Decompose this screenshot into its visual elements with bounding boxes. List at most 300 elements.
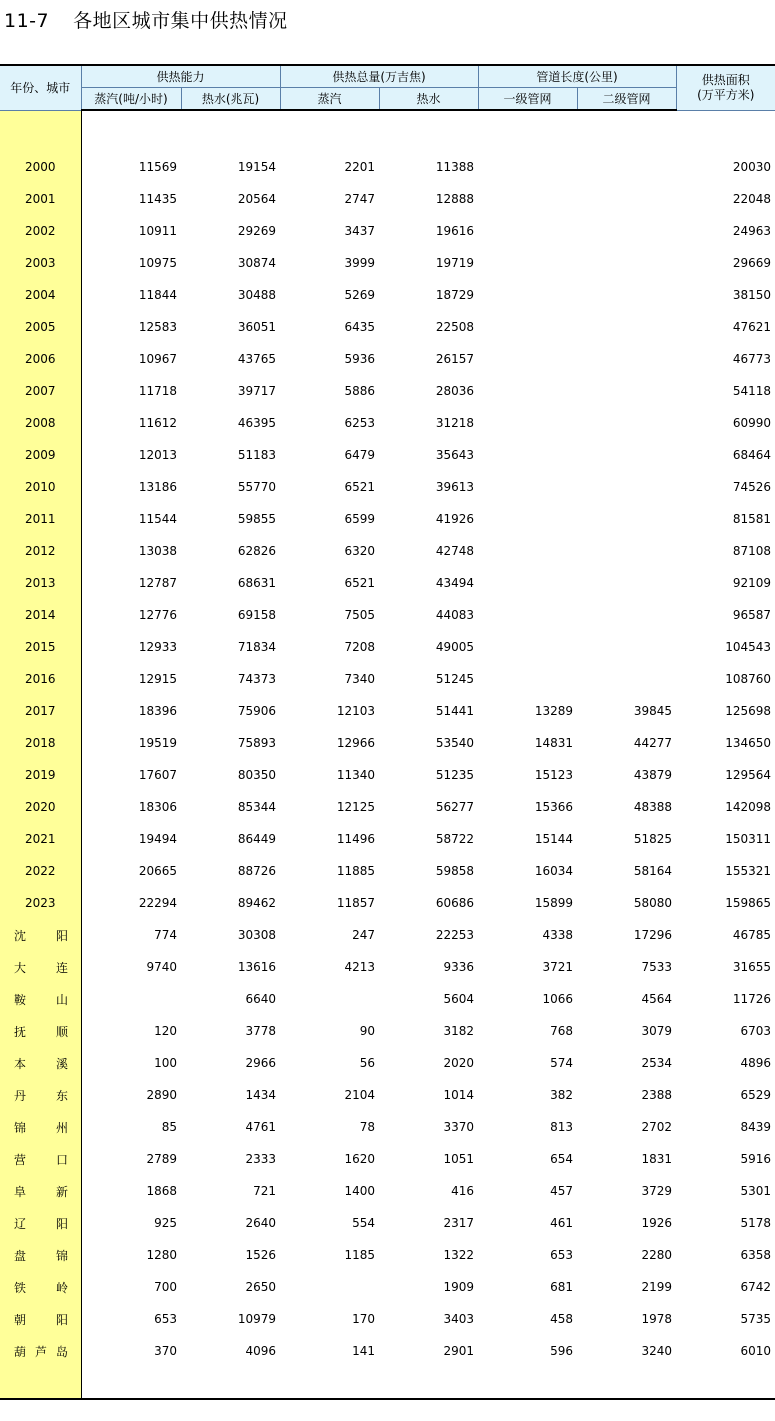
table-cell: 11885 xyxy=(336,864,376,878)
table-cell: 416 xyxy=(451,1184,475,1198)
table-cell: 19154 xyxy=(237,160,277,174)
table-cell: 51245 xyxy=(435,672,475,686)
table-cell: 654 xyxy=(550,1152,574,1166)
table-cell: 81581 xyxy=(732,512,772,526)
table-cell: 4213 xyxy=(344,960,376,974)
table-cell: 6703 xyxy=(740,1024,772,1038)
table-cell: 17607 xyxy=(138,768,177,782)
year-row xyxy=(0,311,775,343)
table-cell: 11388 xyxy=(435,160,475,174)
table-cell: 2747 xyxy=(344,192,376,206)
year-row xyxy=(0,631,775,663)
table-number: 11-7 xyxy=(4,10,50,32)
table-cell: 1526 xyxy=(245,1248,277,1262)
table-cell xyxy=(577,247,676,279)
year-label: 2020 xyxy=(24,800,56,814)
table-cell: 19519 xyxy=(138,736,177,750)
table-cell: 75906 xyxy=(237,704,277,718)
table-cell xyxy=(577,535,676,567)
city-row xyxy=(0,983,775,1015)
year-label: 2007 xyxy=(24,384,56,398)
year-row xyxy=(0,727,775,759)
table-cell: 11496 xyxy=(336,832,376,846)
table-cell: 87108 xyxy=(732,544,772,558)
city-row xyxy=(0,1207,775,1239)
table-cell: 5936 xyxy=(344,352,376,366)
table-cell: 4761 xyxy=(245,1120,277,1134)
table-cell: 6479 xyxy=(344,448,376,462)
table-cell: 3370 xyxy=(443,1120,475,1134)
table-cell: 7533 xyxy=(641,960,673,974)
table-cell: 10967 xyxy=(138,352,177,366)
table-cell: 1620 xyxy=(344,1152,376,1166)
table-cell: 53540 xyxy=(435,736,475,750)
table-cell: 22294 xyxy=(138,896,177,910)
table-cell: 700 xyxy=(154,1280,177,1294)
year-row xyxy=(0,471,775,503)
year-label: 2016 xyxy=(24,672,56,686)
table-cell: 9740 xyxy=(146,960,177,974)
table-body xyxy=(0,110,775,1399)
table-cell: 36051 xyxy=(237,320,277,334)
table-cell: 90 xyxy=(359,1024,376,1038)
table-cell: 13038 xyxy=(138,544,177,558)
area-header-line1: 供热面积 xyxy=(701,72,750,87)
year-label: 2018 xyxy=(24,736,56,750)
year-label: 2003 xyxy=(24,256,56,270)
table-cell: 1051 xyxy=(443,1152,475,1166)
table-cell: 11857 xyxy=(336,896,376,910)
table-cell: 12915 xyxy=(138,672,177,686)
table-cell xyxy=(478,215,577,247)
table-cell: 6529 xyxy=(740,1088,772,1102)
year-row xyxy=(0,791,775,823)
table-cell: 774 xyxy=(154,928,177,942)
table-cell: 1400 xyxy=(344,1184,376,1198)
table-cell: 17296 xyxy=(633,928,673,942)
table-cell xyxy=(81,983,181,1015)
year-label: 2022 xyxy=(24,864,56,878)
table-cell: 31218 xyxy=(435,416,475,430)
table-cell xyxy=(478,183,577,215)
spacer-row xyxy=(0,110,775,151)
year-row xyxy=(0,215,775,247)
table-cell xyxy=(478,567,577,599)
city-row xyxy=(0,1143,775,1175)
table-cell: 58080 xyxy=(633,896,673,910)
table-cell: 129564 xyxy=(725,768,772,782)
table-cell: 120 xyxy=(154,1024,177,1038)
table-cell: 461 xyxy=(550,1216,574,1230)
table-cell xyxy=(478,503,577,535)
table-cell: 68631 xyxy=(237,576,277,590)
table-cell: 20030 xyxy=(732,160,772,174)
table-cell: 5916 xyxy=(740,1152,772,1166)
area-header-line2: (万平方米) xyxy=(697,87,755,102)
row-label-header: 年份、城市 xyxy=(0,65,81,110)
year-label: 2008 xyxy=(24,416,56,430)
table-cell: 14831 xyxy=(534,736,574,750)
table-cell: 9336 xyxy=(443,960,475,974)
table-cell: 43879 xyxy=(633,768,673,782)
table-cell: 4096 xyxy=(245,1344,277,1358)
table-cell xyxy=(577,279,676,311)
table-cell: 12583 xyxy=(138,320,177,334)
table-cell: 6599 xyxy=(344,512,376,526)
table-cell: 6742 xyxy=(740,1280,772,1294)
city-label: 辽阳 xyxy=(14,1216,68,1231)
table-cell: 1909 xyxy=(443,1280,475,1294)
table-cell: 3729 xyxy=(641,1184,673,1198)
table-cell: 4896 xyxy=(740,1056,772,1070)
table-cell: 12787 xyxy=(138,576,177,590)
year-row xyxy=(0,567,775,599)
table-cell: 2104 xyxy=(344,1088,376,1102)
table-cell: 3182 xyxy=(443,1024,475,1038)
table-cell: 2317 xyxy=(443,1216,475,1230)
table-cell xyxy=(478,375,577,407)
table-cell: 22253 xyxy=(435,928,475,942)
city-row xyxy=(0,1175,775,1207)
table-cell: 30308 xyxy=(237,928,277,942)
city-row xyxy=(0,1239,775,1271)
city-row xyxy=(0,951,775,983)
group-header-capacity: 供热能力 xyxy=(81,65,280,88)
table-cell xyxy=(478,247,577,279)
table-cell: 46395 xyxy=(237,416,277,430)
end-row xyxy=(0,1367,775,1399)
table-cell: 15899 xyxy=(534,896,574,910)
table-cell: 39845 xyxy=(633,704,673,718)
table-cell: 19719 xyxy=(435,256,475,270)
table-cell: 2650 xyxy=(245,1280,277,1294)
table-cell: 10979 xyxy=(237,1312,277,1326)
table-cell: 11569 xyxy=(138,160,177,174)
table-cell: 3403 xyxy=(443,1312,475,1326)
year-label: 2009 xyxy=(24,448,56,462)
table-cell xyxy=(577,503,676,535)
table-cell xyxy=(577,375,676,407)
table-cell: 16034 xyxy=(534,864,574,878)
table-cell: 159865 xyxy=(725,896,772,910)
table-cell: 1322 xyxy=(443,1248,475,1262)
table-cell: 11844 xyxy=(138,288,177,302)
table-cell: 6521 xyxy=(344,480,376,494)
table-cell: 4338 xyxy=(542,928,574,942)
table-cell xyxy=(478,599,577,631)
table-cell: 58164 xyxy=(633,864,673,878)
city-label: 铁岭 xyxy=(14,1280,68,1295)
table-cell: 2640 xyxy=(245,1216,277,1230)
table-cell: 247 xyxy=(352,928,376,942)
city-label: 丹东 xyxy=(14,1088,68,1103)
year-label: 2012 xyxy=(24,544,56,558)
city-label: 抚顺 xyxy=(14,1024,68,1039)
year-label: 2006 xyxy=(24,352,56,366)
table-cell: 71834 xyxy=(237,640,277,654)
table-cell: 7340 xyxy=(344,672,376,686)
table-cell: 18729 xyxy=(435,288,475,302)
year-label: 2019 xyxy=(24,768,56,782)
table-cell: 5301 xyxy=(740,1184,772,1198)
table-cell: 12125 xyxy=(336,800,376,814)
table-cell: 457 xyxy=(550,1184,574,1198)
group-header-total: 供热总量(万吉焦) xyxy=(280,65,478,88)
city-row xyxy=(0,1111,775,1143)
table-cell: 3999 xyxy=(344,256,376,270)
table-cell: 59858 xyxy=(435,864,475,878)
year-label: 2000 xyxy=(24,160,56,174)
table-cell: 29269 xyxy=(237,224,277,238)
table-cell: 30488 xyxy=(237,288,277,302)
year-row xyxy=(0,279,775,311)
table-cell: 6358 xyxy=(740,1248,772,1262)
table-cell: 43494 xyxy=(435,576,475,590)
table-cell: 7208 xyxy=(344,640,376,654)
city-row xyxy=(0,1271,775,1303)
table-cell: 574 xyxy=(550,1056,574,1070)
table-cell: 11435 xyxy=(138,192,177,206)
table-cell: 1280 xyxy=(146,1248,177,1262)
table-cell: 8439 xyxy=(740,1120,772,1134)
table-cell: 85344 xyxy=(237,800,277,814)
table-cell: 35643 xyxy=(435,448,475,462)
table-cell xyxy=(478,311,577,343)
table-cell: 59855 xyxy=(237,512,277,526)
table-cell xyxy=(478,407,577,439)
table-cell: 47621 xyxy=(732,320,772,334)
city-label: 沈阳 xyxy=(14,928,68,943)
table-cell: 44277 xyxy=(633,736,673,750)
table-cell: 596 xyxy=(550,1344,574,1358)
table-cell: 22508 xyxy=(435,320,475,334)
table-cell: 1831 xyxy=(641,1152,673,1166)
table-cell: 80350 xyxy=(237,768,277,782)
city-row xyxy=(0,1047,775,1079)
table-cell: 13186 xyxy=(138,480,177,494)
table-header xyxy=(0,65,775,110)
table-cell: 6435 xyxy=(344,320,376,334)
table-cell: 20564 xyxy=(237,192,277,206)
year-label: 2002 xyxy=(24,224,56,238)
table-cell: 12966 xyxy=(336,736,376,750)
year-row xyxy=(0,599,775,631)
table-cell: 108760 xyxy=(725,672,772,686)
year-row xyxy=(0,503,775,535)
year-row xyxy=(0,343,775,375)
table-cell: 51441 xyxy=(435,704,475,718)
table-cell: 10975 xyxy=(138,256,177,270)
table-cell: 2199 xyxy=(641,1280,673,1294)
table-cell: 768 xyxy=(550,1024,574,1038)
table-cell: 60686 xyxy=(435,896,475,910)
year-row xyxy=(0,439,775,471)
table-cell: 1066 xyxy=(542,992,574,1006)
table-cell: 11612 xyxy=(138,416,177,430)
year-label: 2014 xyxy=(24,608,56,622)
table-cell: 653 xyxy=(154,1312,177,1326)
year-row xyxy=(0,855,775,887)
table-cell: 3721 xyxy=(542,960,574,974)
table-cell: 5269 xyxy=(344,288,376,302)
table-cell: 6320 xyxy=(344,544,376,558)
table-cell xyxy=(478,439,577,471)
year-row xyxy=(0,663,775,695)
table-cell: 31655 xyxy=(732,960,772,974)
table-cell: 85 xyxy=(161,1120,177,1134)
city-row xyxy=(0,1015,775,1047)
city-row xyxy=(0,919,775,951)
year-row xyxy=(0,759,775,791)
table-cell: 78 xyxy=(359,1120,376,1134)
table-cell: 2789 xyxy=(146,1152,177,1166)
table-cell: 2201 xyxy=(344,160,376,174)
table-cell: 1978 xyxy=(641,1312,673,1326)
table-cell: 15366 xyxy=(534,800,574,814)
table-cell: 141 xyxy=(352,1344,376,1358)
city-label: 朝阳 xyxy=(14,1312,68,1327)
table-cell: 11544 xyxy=(138,512,177,526)
table-cell: 58722 xyxy=(435,832,475,846)
sub-header-pipe-primary: 一级管网 xyxy=(478,88,577,111)
year-label: 2010 xyxy=(24,480,56,494)
area-header xyxy=(676,65,775,110)
table-cell: 653 xyxy=(550,1248,574,1262)
sub-header-capacity-steam: 蒸汽(吨/小时) xyxy=(81,88,181,111)
year-label: 2013 xyxy=(24,576,56,590)
table-cell: 51235 xyxy=(435,768,475,782)
table-cell: 43765 xyxy=(237,352,277,366)
table-cell: 155321 xyxy=(725,864,772,878)
table-cell: 10911 xyxy=(138,224,177,238)
page-title xyxy=(4,6,288,33)
table-cell: 125698 xyxy=(725,704,772,718)
table-cell: 44083 xyxy=(435,608,475,622)
table-cell: 382 xyxy=(550,1088,574,1102)
table-cell: 150311 xyxy=(725,832,772,846)
table-cell: 2388 xyxy=(641,1088,673,1102)
table-cell: 19616 xyxy=(435,224,475,238)
table-cell: 2702 xyxy=(641,1120,673,1134)
table-cell: 6253 xyxy=(344,416,376,430)
table-cell: 92109 xyxy=(732,576,772,590)
sub-header-total-water: 热水 xyxy=(379,88,478,111)
year-row xyxy=(0,887,775,919)
table-cell: 49005 xyxy=(435,640,475,654)
table-cell: 86449 xyxy=(237,832,277,846)
table-cell: 134650 xyxy=(725,736,772,750)
table-cell: 5886 xyxy=(344,384,376,398)
table-cell: 1434 xyxy=(245,1088,277,1102)
table-cell: 370 xyxy=(154,1344,177,1358)
table-cell xyxy=(577,183,676,215)
table-cell: 46773 xyxy=(732,352,772,366)
table-cell: 20665 xyxy=(138,864,177,878)
year-row xyxy=(0,375,775,407)
table-cell: 38150 xyxy=(732,288,772,302)
table-cell: 13616 xyxy=(237,960,277,974)
table-cell: 22048 xyxy=(732,192,772,206)
table-cell: 39717 xyxy=(237,384,277,398)
table-cell: 2901 xyxy=(443,1344,475,1358)
city-label: 营口 xyxy=(14,1152,68,1167)
table-cell: 925 xyxy=(154,1216,177,1230)
table-cell: 26157 xyxy=(435,352,475,366)
table-cell: 2020 xyxy=(443,1056,475,1070)
table-cell xyxy=(577,663,676,695)
table-cell xyxy=(577,215,676,247)
table-cell: 62826 xyxy=(237,544,277,558)
city-row xyxy=(0,1079,775,1111)
table-title: 各地区城市集中供热情况 xyxy=(73,10,288,32)
city-row xyxy=(0,1335,775,1367)
table-cell: 2534 xyxy=(641,1056,673,1070)
sub-header-pipe-secondary: 二级管网 xyxy=(577,88,676,111)
table-cell: 458 xyxy=(550,1312,574,1326)
year-label: 2011 xyxy=(24,512,56,526)
year-row xyxy=(0,151,775,183)
table-cell: 11340 xyxy=(336,768,376,782)
city-label: 盘锦 xyxy=(14,1248,68,1263)
table-cell: 6010 xyxy=(740,1344,772,1358)
sub-header-total-steam: 蒸汽 xyxy=(280,88,379,111)
table-cell: 30874 xyxy=(237,256,277,270)
table-cell: 15144 xyxy=(534,832,574,846)
table-cell: 18396 xyxy=(138,704,177,718)
table-cell: 46785 xyxy=(732,928,772,942)
table-cell: 1868 xyxy=(146,1184,177,1198)
table-cell: 28036 xyxy=(435,384,475,398)
table-cell: 75893 xyxy=(237,736,277,750)
year-row xyxy=(0,535,775,567)
table-cell xyxy=(478,535,577,567)
table-cell: 3079 xyxy=(641,1024,673,1038)
table-cell: 142098 xyxy=(725,800,772,814)
table-cell: 5604 xyxy=(443,992,475,1006)
table-cell: 1185 xyxy=(344,1248,376,1262)
table-cell xyxy=(577,439,676,471)
table-cell xyxy=(478,471,577,503)
city-label: 鞍山 xyxy=(14,992,68,1007)
table-cell: 4564 xyxy=(641,992,673,1006)
table-cell xyxy=(577,471,676,503)
table-cell: 1014 xyxy=(443,1088,475,1102)
year-row xyxy=(0,247,775,279)
year-row xyxy=(0,183,775,215)
table-cell: 12933 xyxy=(138,640,177,654)
table-cell xyxy=(280,983,379,1015)
year-label: 2001 xyxy=(24,192,56,206)
year-label: 2015 xyxy=(24,640,56,654)
table-cell: 51183 xyxy=(237,448,277,462)
table-cell: 5178 xyxy=(740,1216,772,1230)
table-cell: 12103 xyxy=(336,704,376,718)
table-cell: 19494 xyxy=(138,832,177,846)
table-cell xyxy=(577,599,676,631)
year-label: 2004 xyxy=(24,288,56,302)
table-cell: 3778 xyxy=(245,1024,277,1038)
table-cell: 2280 xyxy=(641,1248,673,1262)
table-cell: 54118 xyxy=(732,384,772,398)
year-label: 2021 xyxy=(24,832,56,846)
table-cell: 51825 xyxy=(633,832,673,846)
table-cell xyxy=(577,407,676,439)
table-cell: 11726 xyxy=(732,992,772,1006)
table-cell: 24963 xyxy=(732,224,772,238)
city-label: 锦州 xyxy=(14,1120,68,1135)
table-cell: 68464 xyxy=(732,448,772,462)
table-cell: 88726 xyxy=(237,864,277,878)
